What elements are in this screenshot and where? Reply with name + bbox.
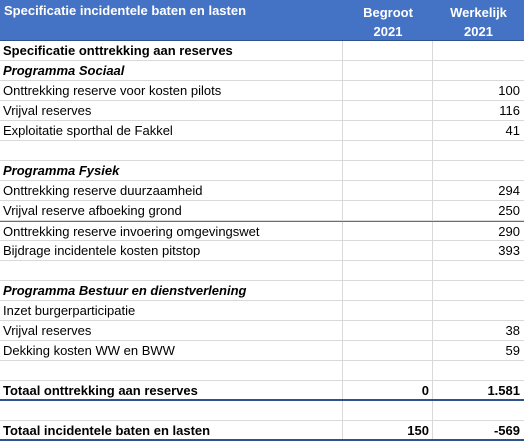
header-begroot-line2: 2021 [373, 24, 403, 39]
cell-label[interactable]: Bijdrage incidentele kosten pitstop [0, 241, 343, 260]
table-row [0, 41, 524, 61]
table-row [0, 241, 524, 261]
cell-label[interactable] [0, 261, 343, 280]
table-row [0, 221, 524, 241]
table-row [0, 421, 524, 441]
cell-werkelijk[interactable]: 250 [498, 203, 520, 218]
cell-werkelijk[interactable] [433, 41, 524, 60]
cell-werkelijk[interactable]: 290 [498, 224, 520, 239]
cell-label[interactable]: Vrijval reserves [0, 101, 343, 120]
cell-label[interactable]: Vrijval reserve afboeking grond [0, 201, 343, 220]
table-row [0, 361, 524, 381]
cell-werkelijk[interactable] [433, 361, 524, 380]
cell-begroot[interactable] [343, 161, 433, 180]
header-begroot[interactable] [343, 0, 433, 40]
table-row [0, 341, 524, 361]
cell-label[interactable]: Programma Fysiek [0, 161, 343, 180]
header-title[interactable]: Specificatie incidentele baten en lasten [4, 3, 247, 18]
cell-werkelijk[interactable]: 294 [498, 183, 520, 198]
table-row [0, 321, 524, 341]
cell-label[interactable]: Totaal onttrekking aan reserves [0, 381, 343, 399]
cell-begroot[interactable] [343, 261, 433, 280]
cell-begroot[interactable]: 0 [343, 381, 433, 399]
cell-begroot[interactable] [343, 341, 433, 360]
cell-label[interactable]: Totaal incidentele baten en lasten [0, 421, 343, 439]
cell-begroot[interactable] [343, 401, 433, 420]
header-begroot-line1: Begroot [363, 5, 413, 20]
cell-begroot[interactable] [343, 101, 433, 120]
cell-label[interactable]: Specificatie onttrekking aan reserves [0, 41, 343, 60]
cell-werkelijk[interactable] [433, 61, 524, 80]
cell-label[interactable] [0, 141, 343, 160]
cell-werkelijk[interactable]: 100 [498, 83, 520, 98]
cell-begroot[interactable] [343, 222, 433, 240]
cell-werkelijk[interactable] [433, 401, 524, 420]
cell-werkelijk[interactable]: 116 [499, 103, 520, 118]
cell-werkelijk[interactable]: -569 [493, 423, 520, 438]
cell-begroot[interactable] [343, 41, 433, 60]
header-werkelijk-line1: Werkelijk [450, 5, 507, 20]
cell-label[interactable]: Onttrekking reserve invoering omgevingswet [0, 222, 343, 240]
cell-begroot[interactable] [343, 281, 433, 300]
cell-werkelijk[interactable]: 59 [505, 343, 520, 358]
cell-begroot[interactable]: 150 [343, 421, 433, 439]
cell-label[interactable]: Programma Sociaal [0, 61, 343, 80]
table-row [0, 81, 524, 101]
cell-label[interactable]: Exploitatie sporthal de Fakkel [0, 121, 343, 140]
cell-werkelijk[interactable] [433, 281, 524, 300]
table-row [0, 301, 524, 321]
cell-werkelijk[interactable]: 393 [498, 243, 520, 258]
cell-werkelijk[interactable] [433, 161, 524, 180]
table-row [0, 261, 524, 281]
cell-label[interactable]: Onttrekking reserve voor kosten pilots [0, 81, 343, 100]
cell-label[interactable]: Programma Bestuur en dienstverlening [0, 281, 343, 300]
header-werkelijk-line2: 2021 [464, 24, 493, 39]
header-row [0, 0, 524, 41]
cell-begroot[interactable] [343, 301, 433, 320]
table-row [0, 101, 524, 121]
cell-werkelijk[interactable] [433, 141, 524, 160]
table-body [0, 41, 524, 441]
cell-label[interactable]: Vrijval reserves [0, 321, 343, 340]
table-row [0, 161, 524, 181]
cell-begroot[interactable] [343, 81, 433, 100]
cell-werkelijk[interactable]: 1.581 [487, 383, 520, 398]
cell-werkelijk[interactable]: 38 [505, 323, 520, 338]
table-row [0, 381, 524, 401]
table-row [0, 61, 524, 81]
table-row [0, 281, 524, 301]
cell-begroot[interactable] [343, 121, 433, 140]
cell-label[interactable]: Dekking kosten WW en BWW [0, 341, 343, 360]
cell-label[interactable] [0, 401, 343, 420]
table-row [0, 141, 524, 161]
cell-begroot[interactable] [343, 361, 433, 380]
cell-begroot[interactable] [343, 141, 433, 160]
cell-begroot[interactable] [343, 321, 433, 340]
cell-label[interactable]: Onttrekking reserve duurzaamheid [0, 181, 343, 200]
table-row [0, 181, 524, 201]
cell-werkelijk[interactable] [433, 261, 524, 280]
cell-werkelijk[interactable] [433, 301, 524, 320]
table-row [0, 401, 524, 421]
table-row [0, 201, 524, 221]
cell-label[interactable]: Inzet burgerparticipatie [0, 301, 343, 320]
cell-begroot[interactable] [343, 201, 433, 220]
cell-begroot[interactable] [343, 181, 433, 200]
cell-begroot[interactable] [343, 61, 433, 80]
table-row [0, 121, 524, 141]
cell-werkelijk[interactable]: 41 [505, 123, 520, 138]
header-werkelijk[interactable] [433, 0, 524, 40]
cell-begroot[interactable] [343, 241, 433, 260]
cell-label[interactable] [0, 361, 343, 380]
